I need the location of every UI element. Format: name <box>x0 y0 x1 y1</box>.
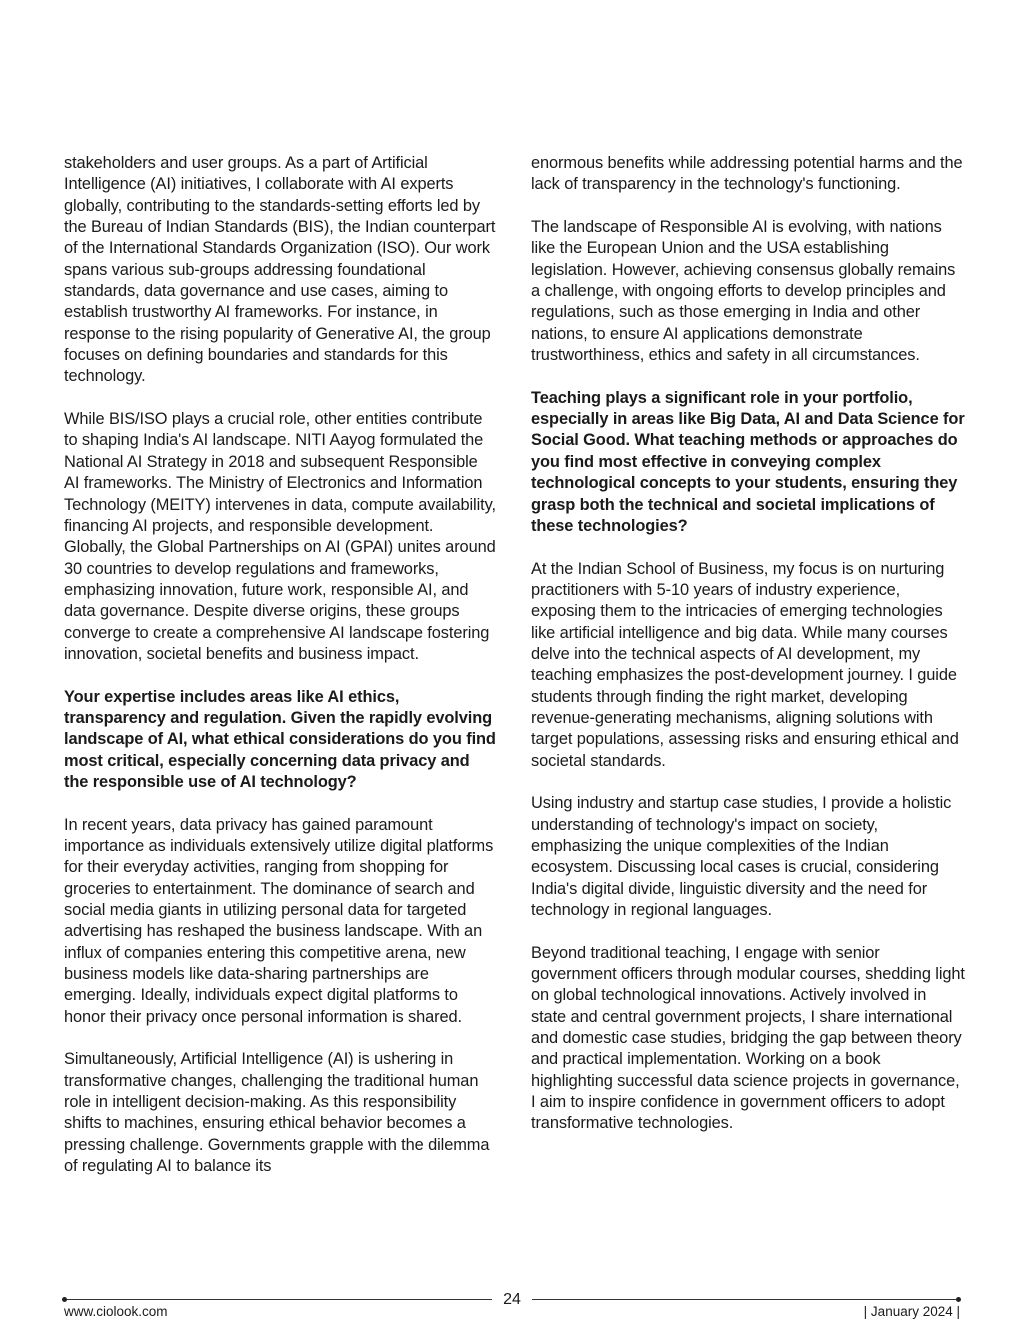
paragraph: The landscape of Responsible AI is evolving, with nations like the European Union and the USA establishing legislation. However, achieving consensus globally remains a challenge, with ongoing efforts to develop principles and regulations, such as those emerging in India and other nations, to ensure AI applications demonstrate trustworthiness, ethics and safety in all circumstances. <box>531 218 956 365</box>
paragraph: Using industry and startup case studies, I provide a holistic understanding of technology's impact on society, emphasizing the unique complexities of the Indian ecosystem. Discussing local cases is crucial, considering India's digital divide, linguistic diversity and the need for technology in regional languages. <box>531 794 952 920</box>
paragraph: Beyond traditional teaching, I engage with senior government officers through modular courses, shedding light on global technological innovations. Actively involved in state and central government projects, I share international and domestic case studies, bridging the gap between theory and practical implementation. Working on a book highlighting successful data science projects in governance, I aim to inspire confidence in government officers to adopt transformative technologies. <box>531 943 965 1133</box>
interview-question: Your expertise includes areas like AI ethics, transparency and regulation. Given the rapidly evolving landscape of AI, what ethical considerations do you find most critical, especially concerning data privacy and the responsible use of AI technology? <box>64 687 496 791</box>
paragraph: While BIS/ISO plays a crucial role, other entities contribute to shaping India's AI landscape. NITI Aayog formulated the National AI Strategy in 2018 and subsequent Responsible AI frameworks. The Ministry of Electronics and Information Technology (MEITY) intervenes in data, compute availability, financing AI projects, and responsible development. Globally, the Global Partnerships on AI (GPAI) unites around 30 countries to develop regulations and frameworks, emphasizing innovation, future work, responsible AI, and data governance. Despite diverse origins, these groups converge to create a comprehensive AI landscape fostering innovation, societal benefits and business impact. <box>64 410 496 663</box>
left-column <box>64 153 496 1199</box>
paragraph: Simultaneously, Artificial Intelligence (AI) is ushering in transformative changes, challenging the traditional human role in intelligent decision-making. As this responsibility shifts to machines, ensuring ethical behavior becomes a pressing challenge. Governments grapple with the dilemma of regulating AI to balance its <box>64 1050 490 1176</box>
issue-date: | January 2024 | <box>863 1304 960 1319</box>
paragraph: In recent years, data privacy has gained paramount importance as individuals extensively utilize digital platforms for their everyday activities, ranging from shopping for groceries to entertainment. The dominance of search and social media giants in utilizing personal data for targeted advertising has reshaped the business landscape. With an influx of companies entering this competitive arena, new business models like data-sharing partnerships are emerging. Ideally, individuals expect digital platforms to honor their privacy once personal information is shared. <box>64 815 494 1026</box>
footer-divider-endpoint <box>62 1297 67 1302</box>
interview-question: Teaching plays a significant role in your portfolio, especially in areas like Big Data, AI and Data Science for Social Good. What teaching methods or approaches do you find most effective in conveying complex technological concepts to your students, ensuring they grasp both the technical and societal implications of these technologies? <box>531 388 965 535</box>
paragraph: At the Indian School of Business, my focus is on nurturing practitioners with 5-10 years of industry experience, exposing them to the intricacies of emerging technologies like artificial intelligence and big data. While many courses delve into the technical aspects of AI development, my teaching emphasizes the post-development journey. I guide students through finding the right market, developing revenue-generating mechanisms, aligning solutions with target populations, assessing risks and ensuring ethical and societal standards. <box>531 559 959 770</box>
footer-divider-endpoint <box>956 1297 961 1302</box>
page-number: 24 <box>492 1290 532 1310</box>
website-link[interactable]: www.ciolook.com <box>64 1304 168 1319</box>
paragraph: enormous benefits while addressing potential harms and the lack of transparency in the technology's functioning. <box>531 154 963 194</box>
paragraph: stakeholders and user groups. As a part of Artificial Intelligence (AI) initiatives, I collaborate with AI experts globally, contributing to the standards-setting efforts led by the Bureau of Indian Standards (BIS), the Indian counterpart of the International Standards Organization (ISO). Our work spans various sub-groups addressing foundational standards, data governance and use cases, aiming to establish trustworthy AI frameworks. For instance, in response to the rising popularity of Generative AI, the group focuses on defining boundaries and standards for this technology. <box>64 154 496 386</box>
right-column <box>531 153 965 1156</box>
